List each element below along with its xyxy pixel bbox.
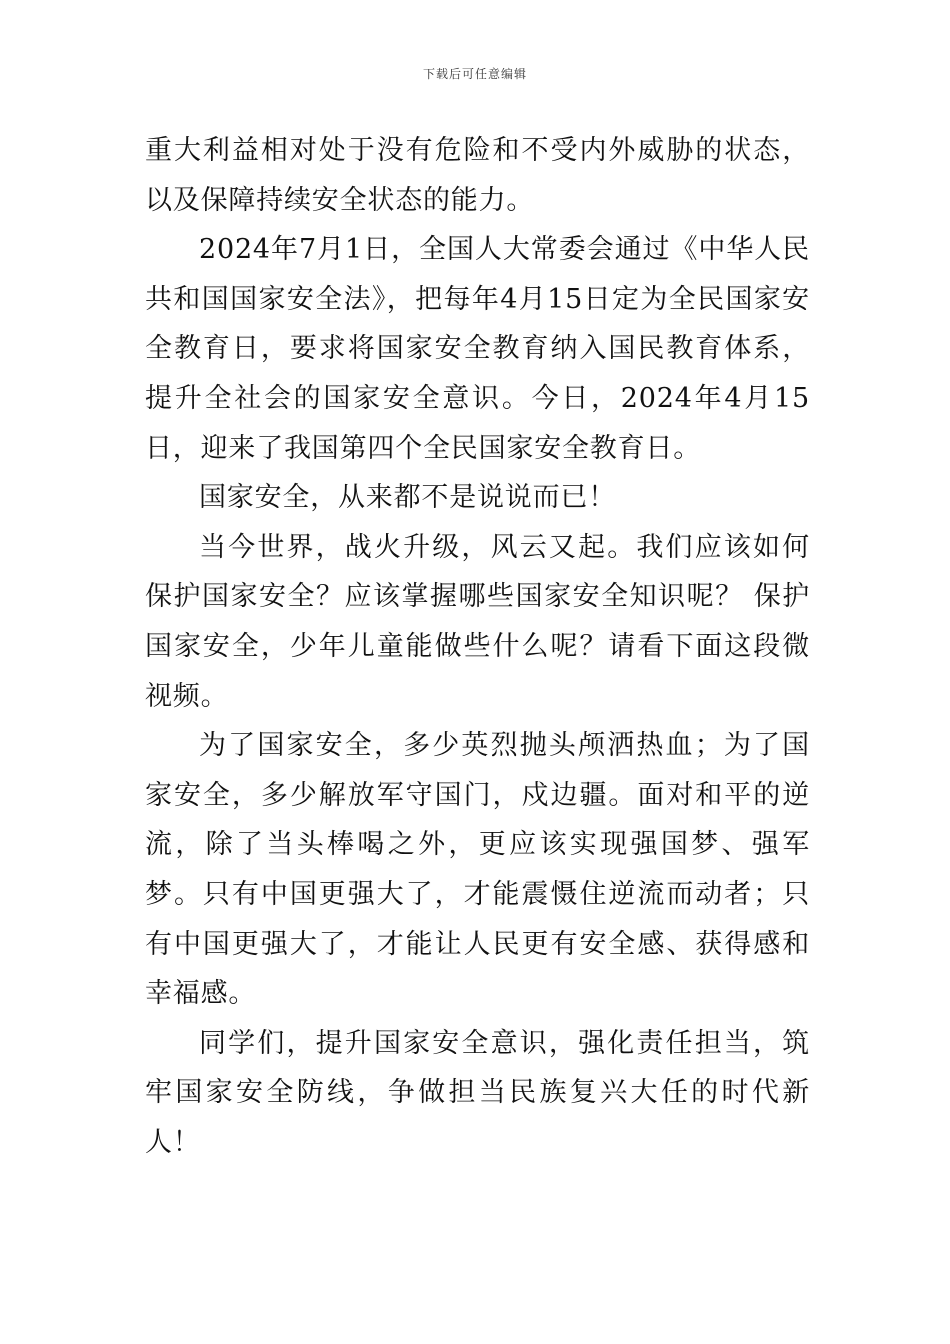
paragraph: 2024年7月1日，全国人大常委会通过《中华人民共和国国家安全法》，把每年4月15日定为全民国家安全教育日，要求将国家安全教育纳入国民教育体系，提升全社会的国家安全意识。今日，2024年4月15日，迎来了我国第四个全民国家安全教育日。 — [145, 234, 810, 464]
document-body — [145, 126, 810, 1167]
paragraph: 同学们，提升国家安全意识，强化责任担当，筑牢国家安全防线，争做担当民族复兴大任的时代新人！ — [145, 1027, 810, 1158]
paragraph: 国家安全，从来都不是说说而已！ — [199, 482, 616, 514]
paragraph: 当今世界，战火升级，风云又起。我们应该如何保护国家安全？应该掌握哪些国家安全知识呢？ 保护国家安全，少年儿童能做些什么呢？请看下面这段微视频。 — [145, 531, 810, 712]
paragraph: 为了国家安全，多少英烈抛头颅洒热血；为了国家安全，多少解放军守国门，戍边疆。面对和平的逆流，除了当头棒喝之外，更应该实现强国梦、强军梦。只有中国更强大了，才能震慑住逆流而动者；只有中国更强大了，才能让人民更有安全感、获得感和幸福感。 — [145, 730, 810, 1010]
header-note: 下载后可任意编辑 — [422, 67, 527, 81]
paragraph: 重大利益相对处于没有危险和不受内外威胁的状态，以及保障持续安全状态的能力。 — [145, 135, 810, 216]
